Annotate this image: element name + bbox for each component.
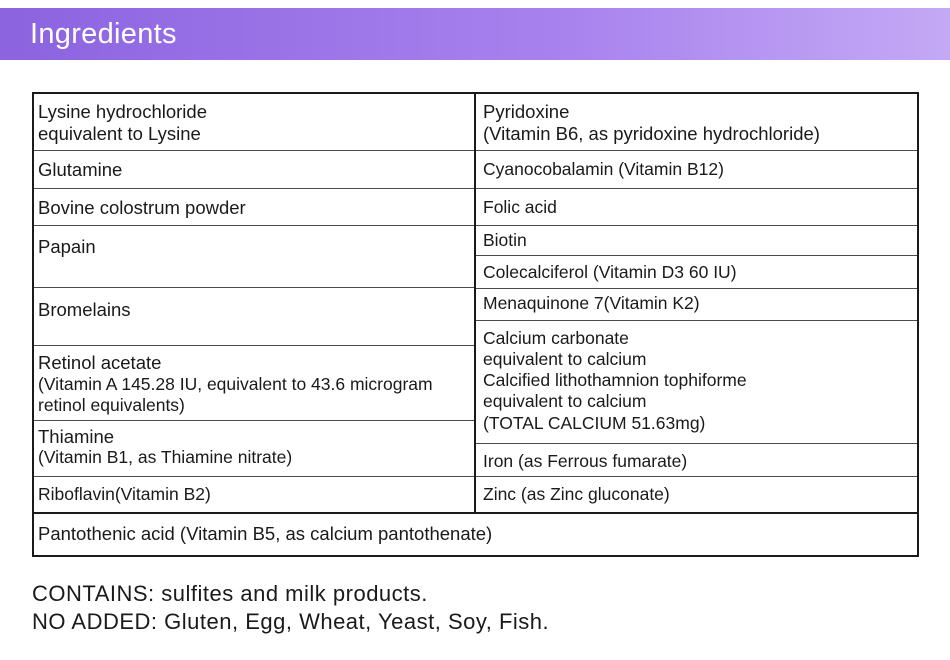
row-divider	[34, 188, 474, 189]
ingredient-name: Biotin	[483, 230, 527, 250]
row-divider	[34, 225, 474, 226]
ingredient-name: Cyanocobalamin (Vitamin B12)	[483, 159, 724, 179]
ingredient-name: Iron (as Ferrous fumarate)	[483, 451, 688, 471]
no-added-statement	[32, 609, 549, 635]
ingredient-name: Glutamine	[38, 159, 123, 180]
page-title: Ingredients	[30, 18, 177, 50]
row-divider	[34, 420, 474, 421]
ingredient-name: Calcified lithothamnion tophiforme	[483, 370, 747, 390]
row-divider	[476, 225, 917, 226]
ingredient-name: Pantothenic acid (Vitamin B5, as calcium pantothenate)	[38, 523, 493, 544]
row-divider	[476, 150, 917, 151]
ingredient-name: equivalent to calcium	[483, 349, 647, 369]
row-divider	[34, 287, 474, 288]
ingredient-name: equivalent to Lysine	[38, 123, 201, 144]
ingredient-name: Bromelains	[38, 299, 131, 320]
row-divider	[476, 320, 917, 321]
row-divider	[34, 512, 917, 514]
row-divider	[476, 188, 917, 189]
no-added-text: Gluten, Egg, Wheat, Yeast, Soy, Fish.	[164, 609, 550, 634]
header-banner	[0, 8, 950, 60]
ingredient-note: (Vitamin A 145.28 IU, equivalent to 43.6 microgram	[38, 374, 433, 394]
ingredient-name: Riboflavin(Vitamin B2)	[38, 484, 211, 504]
ingredient-name: Colecalciferol (Vitamin D3 60 IU)	[483, 262, 737, 282]
contains-statement	[32, 581, 428, 607]
row-divider	[34, 345, 474, 346]
contains-label: CONTAINS:	[32, 581, 155, 606]
ingredient-note: retinol equivalents)	[38, 395, 185, 415]
row-divider	[34, 476, 474, 477]
row-divider	[476, 288, 917, 289]
ingredient-name: Calcium carbonate	[483, 328, 629, 348]
row-divider	[476, 255, 917, 256]
ingredient-name: Retinol acetate	[38, 352, 162, 373]
contains-text: sulfites and milk products.	[161, 581, 428, 606]
row-divider	[476, 476, 917, 477]
no-added-label: NO ADDED:	[32, 609, 158, 634]
row-divider	[476, 443, 917, 444]
ingredient-name: Papain	[38, 236, 96, 257]
column-divider	[474, 92, 476, 513]
ingredient-note: (Vitamin B6, as pyridoxine hydrochloride)	[483, 123, 820, 144]
ingredient-note: (Vitamin B1, as Thiamine nitrate)	[38, 447, 293, 467]
ingredient-name: Menaquinone 7(Vitamin K2)	[483, 293, 700, 313]
ingredient-name: Pyridoxine	[483, 101, 570, 122]
ingredient-name: Lysine hydrochloride	[38, 101, 207, 122]
ingredient-name: Bovine colostrum powder	[38, 197, 246, 218]
ingredient-name: Zinc (as Zinc gluconate)	[483, 484, 670, 504]
ingredient-note: (TOTAL CALCIUM 51.63mg)	[483, 413, 706, 433]
row-divider	[34, 150, 474, 151]
ingredient-name: equivalent to calcium	[483, 391, 647, 411]
ingredient-name: Folic acid	[483, 197, 557, 217]
ingredient-name: Thiamine	[38, 426, 115, 447]
